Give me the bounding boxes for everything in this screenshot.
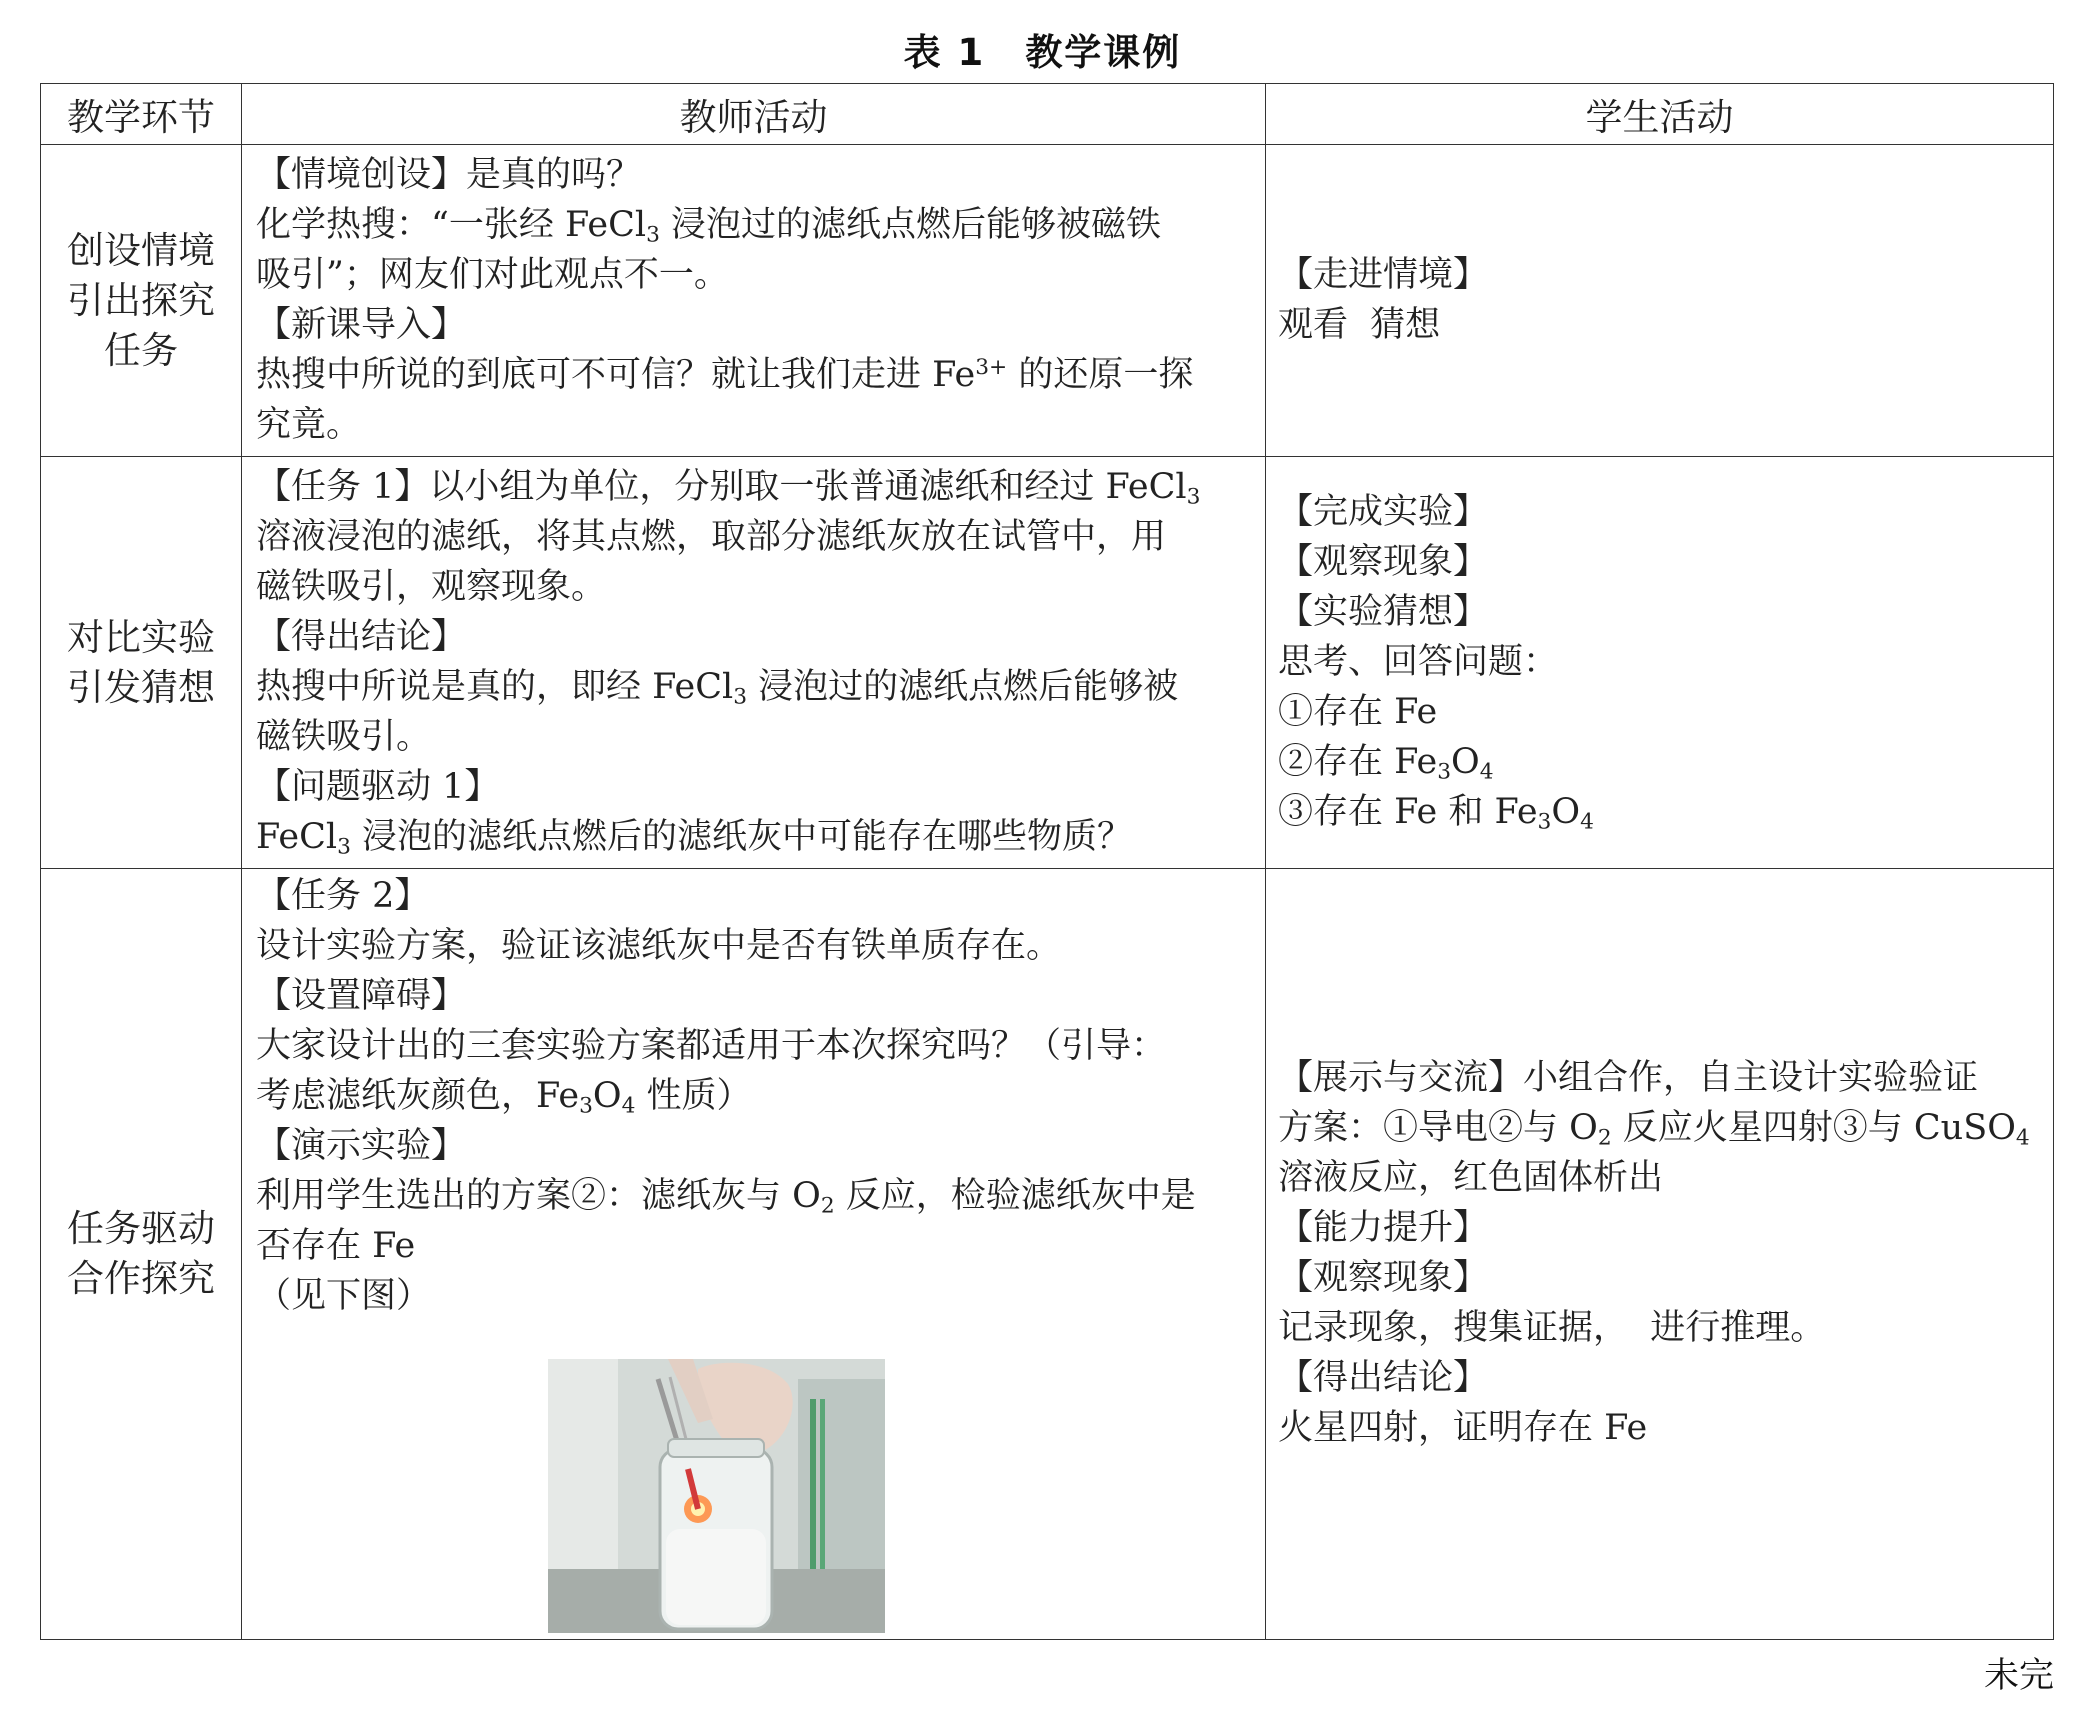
text-line: 究竟。 — [256, 404, 362, 445]
section-heading: 【新课导入】 — [256, 304, 467, 345]
stage-line: 任务驱动 — [67, 1207, 215, 1250]
header-row — [41, 84, 2054, 145]
text-line: ②存在 $Fe_3O_4$ — [1278, 741, 1494, 784]
section-heading: 【能力提升】 — [1278, 1208, 1489, 1248]
stage-line: 合作探究 — [67, 1257, 215, 1300]
section-heading: 【观察现象】 — [1278, 541, 1489, 582]
text-line: ①存在 Fe — [1278, 691, 1438, 732]
section-heading: 【得出结论】 — [256, 616, 467, 657]
header-student: 学生活动 — [1266, 84, 2054, 145]
table-title: 教学课例 — [1025, 31, 1182, 74]
experiment-photo — [548, 1359, 885, 1633]
text-line: 化学热搜：“一张经 FeCl$_3$ 浸泡过的滤纸点燃后能够被磁铁 — [256, 204, 1162, 247]
text-line: 热搜中所说是真的，即经 FeCl$_3$ 浸泡过的滤纸点燃后能够被 — [256, 666, 1179, 709]
section-heading: 【情境创设】是真的吗？ — [256, 154, 642, 195]
stage-line: 引发猜想 — [67, 665, 215, 709]
text-line: 利用学生选出的方案②：滤纸灰与 $O_2$ 反应，检验滤纸灰中是 — [256, 1176, 1196, 1219]
teacher-cell — [242, 457, 1266, 869]
lesson-table — [40, 83, 2054, 1640]
text-line: 磁铁吸引，观察现象。 — [256, 566, 607, 607]
header-teacher: 教师活动 — [242, 84, 1266, 145]
section-heading: 【演示实验】 — [256, 1126, 467, 1166]
section-heading: 【走进情境】 — [1278, 254, 1489, 295]
table-caption — [0, 22, 2085, 76]
text-line: 【任务 1】以小组为单位，分别取一张普通滤纸和经过 FeCl$_3$ — [256, 466, 1201, 509]
text-line: 磁铁吸引。 — [256, 716, 432, 757]
text-line: 考虑滤纸灰颜色，$Fe_3O_4$ 性质） — [256, 1076, 752, 1119]
section-heading: 【展示与交流】小组合作，自主设计实验验证 — [1278, 1058, 1979, 1098]
student-cell — [1266, 457, 2054, 869]
section-heading: 【观察现象】 — [1278, 1258, 1489, 1298]
stage-line: 对比实验 — [67, 615, 215, 659]
stage-line: 创设情境 — [67, 228, 215, 272]
section-heading: 【完成实验】 — [1278, 491, 1489, 532]
stage-line: 引出探究 — [67, 278, 215, 322]
table-row — [41, 869, 2054, 1640]
text-line: （见下图） — [256, 1276, 432, 1316]
text-line: 思考、回答问题： — [1278, 641, 1559, 682]
text-line: ③存在 Fe 和 $Fe_3O_4$ — [1278, 791, 1594, 834]
teacher-cell — [242, 145, 1266, 457]
text-line: 热搜中所说的到底可不可信？就让我们走进 $Fe^{3+}$ 的还原一探 — [256, 354, 1194, 395]
section-heading: 【得出结论】 — [1278, 1358, 1489, 1398]
section-heading: 【实验猜想】 — [1278, 591, 1489, 632]
section-heading: 【问题驱动 1】 — [256, 766, 500, 807]
burning-filter-ash-illustration — [548, 1359, 885, 1633]
text-line: 大家设计出的三套实验方案都适用于本次探究吗？（引导： — [256, 1026, 1167, 1066]
continued-note: 未完 — [1983, 1656, 2054, 1696]
student-cell — [1266, 869, 2054, 1640]
header-stage: 教学环节 — [41, 84, 242, 145]
table-row — [41, 145, 2054, 457]
text-line: 观看 猜想 — [1278, 304, 1441, 345]
student-cell — [1266, 145, 2054, 457]
section-heading: 【设置障碍】 — [256, 976, 467, 1016]
stage-cell — [41, 457, 242, 869]
text-line: FeCl$_3$ 浸泡的滤纸点燃后的滤纸灰中可能存在哪些物质？ — [256, 816, 1133, 859]
stage-line: 任务 — [104, 328, 178, 372]
section-heading: 【任务 2】 — [256, 876, 430, 916]
text-line: 火星四射，证明存在 Fe — [1278, 1408, 1648, 1448]
text-line: 溶液反应，红色固体析出 — [1278, 1158, 1664, 1198]
text-line: 记录现象，搜集证据， 进行推理。 — [1278, 1308, 1826, 1348]
stage-cell — [41, 145, 242, 457]
text-line: 设计实验方案，验证该滤纸灰中是否有铁单质存在。 — [256, 926, 1062, 966]
text-line: 吸引”；网友们对此观点不一。 — [256, 254, 729, 295]
text-line: 溶液浸泡的滤纸，将其点燃，取部分滤纸灰放在试管中，用 — [256, 516, 1167, 557]
stage-cell — [41, 869, 242, 1640]
text-line: 方案：①导电②与 $O_2$ 反应火星四射③与 CuSO$_4$ — [1278, 1108, 2030, 1151]
teacher-cell — [242, 869, 1266, 1640]
text-line: 否存在 Fe — [256, 1226, 416, 1266]
table-number: 表 1 — [903, 31, 986, 74]
table-row — [41, 457, 2054, 869]
